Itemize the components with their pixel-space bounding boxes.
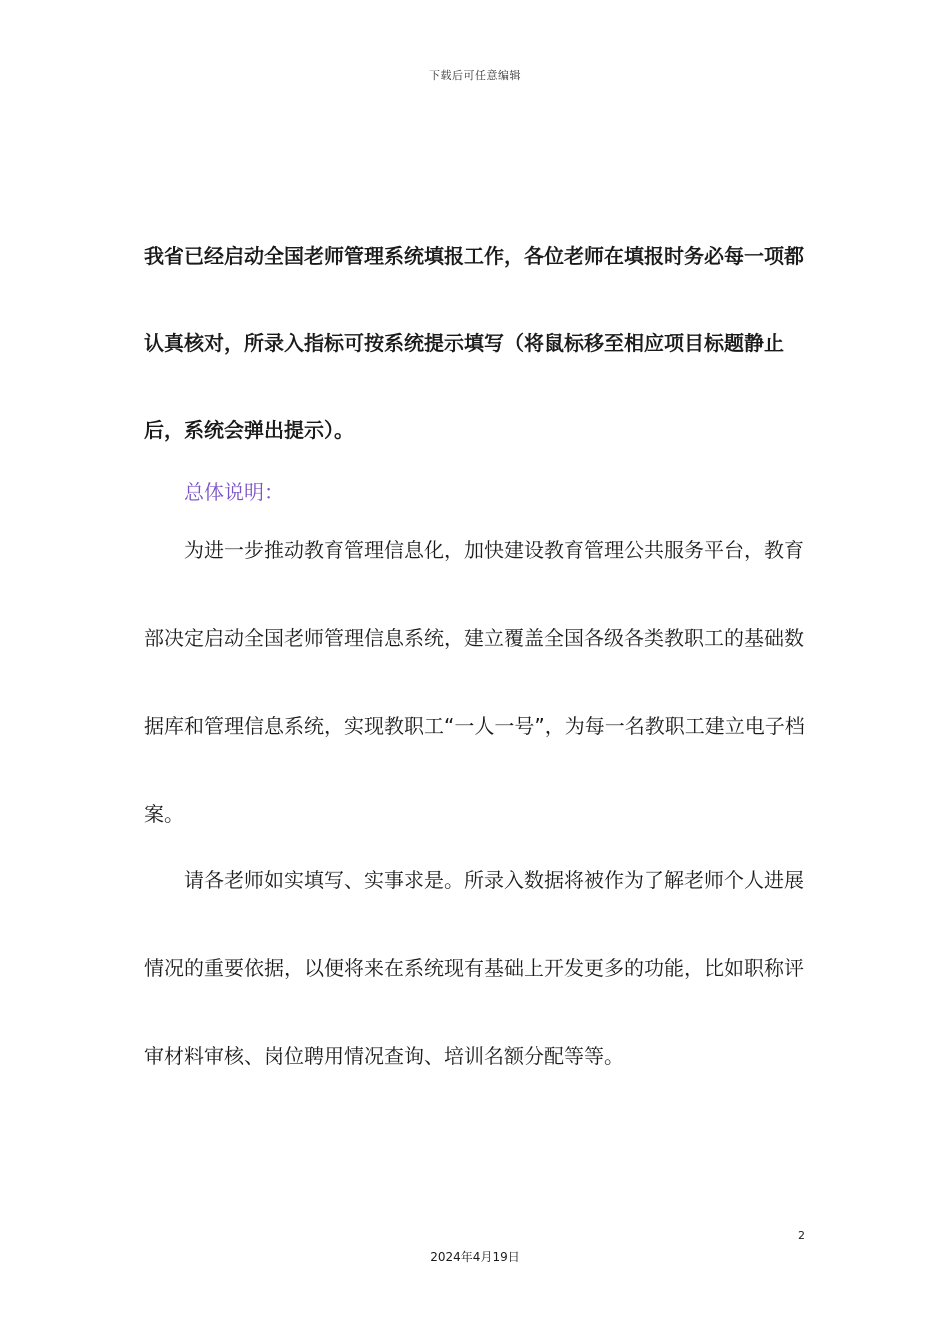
intro-paragraph: 我省已经启动全国老师管理系统填报工作，各位老师在填报时务必每一项都认真核对，所录入指标可按系统提示填写（将鼠标移至相应项目标题静止后，系统会弹出提示）。: [144, 244, 804, 442]
section-heading: 总体说明：: [184, 480, 284, 504]
body-paragraph-1: 为进一步推动教育管理信息化，加快建设教育管理公共服务平台，教育部决定启动全国老师管理信息系统，建立覆盖全国各级各类教职工的基础数据库和管理信息系统，实现教职工“一人一号”，为每一名教职工建立电子档案。: [144, 538, 805, 826]
footer-date: 2024年4月19日: [430, 1250, 520, 1264]
body-paragraph-2: 请各老师如实填写、实事求是。所录入数据将被作为了解老师个人进展情况的重要依据，以便将来在系统现有基础上开发更多的功能，比如职称评审材料审核、岗位聘用情况查询、培训名额分配等等。: [144, 868, 804, 1068]
header-note: 下载后可任意编辑: [429, 69, 521, 82]
page-number: 2: [798, 1229, 805, 1242]
document-body: [144, 213, 808, 1100]
